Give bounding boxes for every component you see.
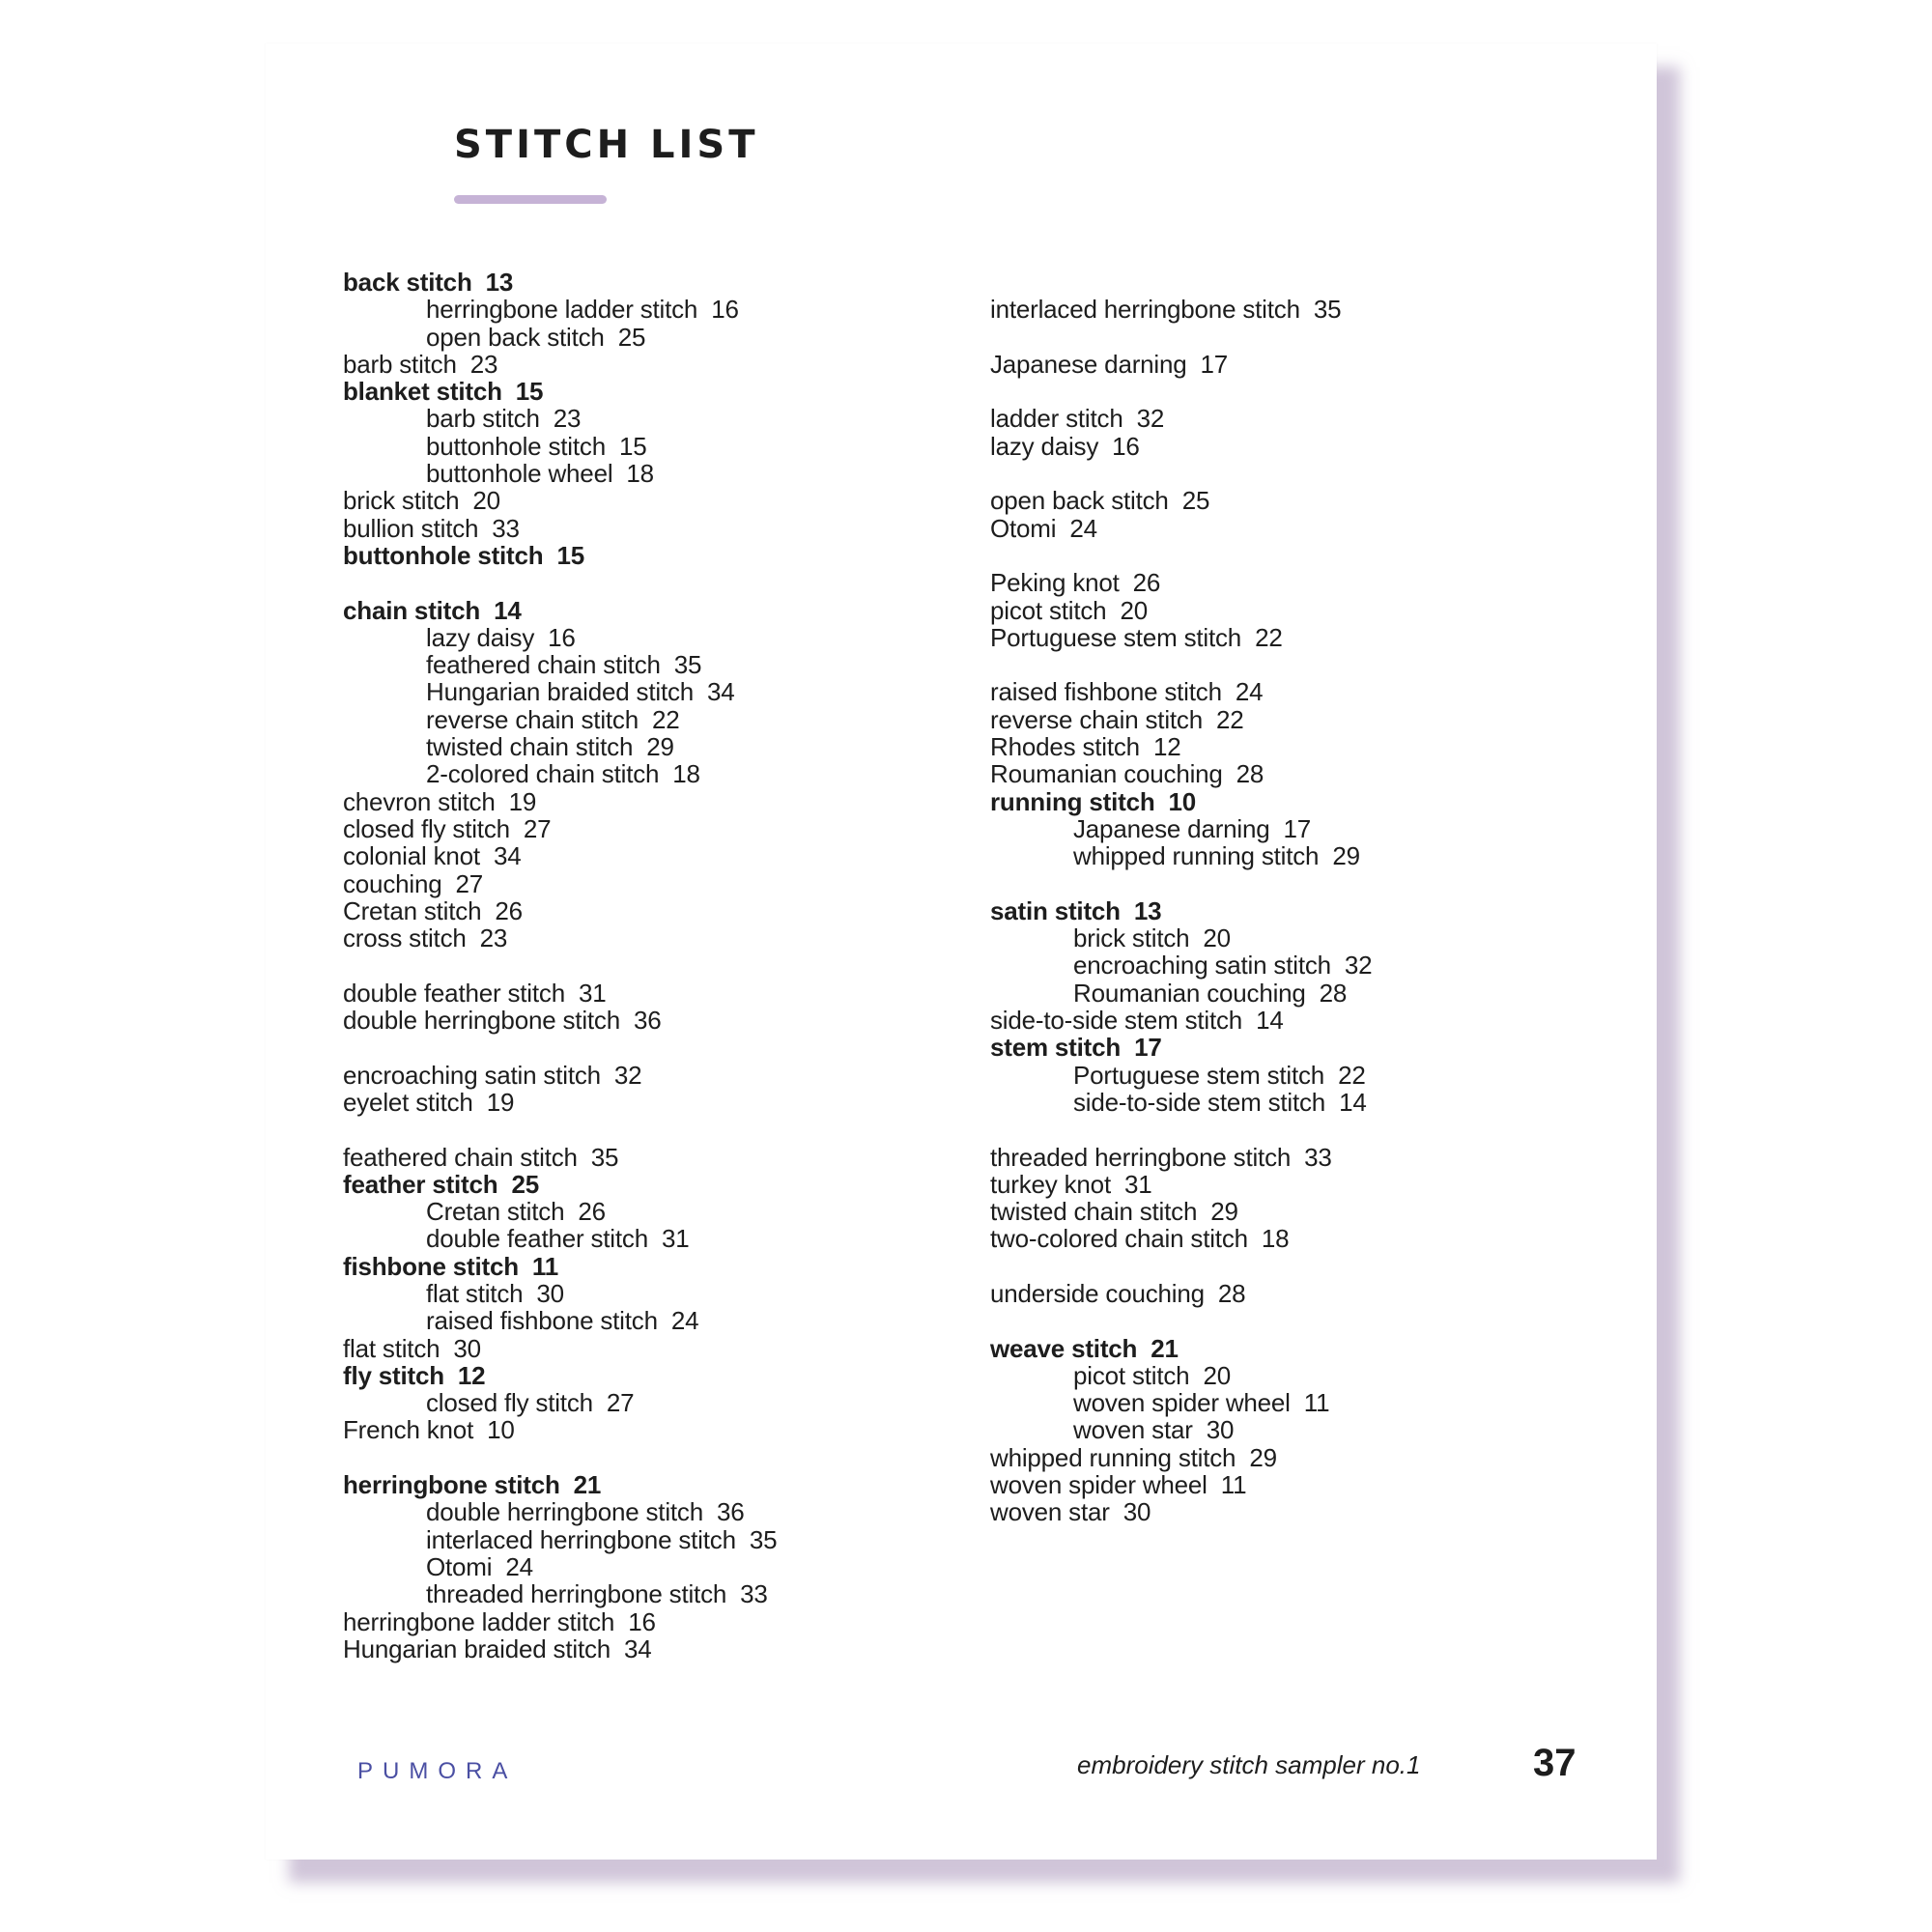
entry-name: Otomi <box>990 513 1057 543</box>
entry-page-number: 35 <box>749 1524 778 1554</box>
entry-page-number: 29 <box>1249 1442 1277 1472</box>
entry-page-number: 12 <box>1152 732 1181 762</box>
entry-spacer <box>990 651 1608 678</box>
entry-spacer <box>990 1307 1608 1334</box>
entry-name: closed fly stitch <box>343 813 510 843</box>
index-entry <box>343 788 961 815</box>
entry-name: satin stitch <box>990 895 1121 925</box>
entry-name: Hungarian braided stitch <box>426 677 695 707</box>
entry-page-number: 32 <box>1136 404 1165 434</box>
entry-page-number: 28 <box>1217 1278 1246 1308</box>
entry-name: chain stitch <box>343 595 481 625</box>
entry-page-number: 26 <box>1132 568 1161 598</box>
index-entry <box>343 1062 961 1089</box>
entry-page-number: 21 <box>573 1470 602 1500</box>
entry-name: couching <box>343 868 442 898</box>
entry-page-number: 11 <box>1303 1388 1330 1418</box>
entry-page-number: 17 <box>1200 349 1229 379</box>
entry-name: whipped running stitch <box>990 1442 1236 1472</box>
entry-name: feathered chain stitch <box>343 1142 578 1172</box>
entry-page-number: 25 <box>1181 486 1210 516</box>
entry-page-number: 10 <box>1168 786 1197 816</box>
entry-page-number: 16 <box>548 622 576 652</box>
entry-name: encroaching satin stitch <box>1073 951 1331 980</box>
entry-spacer <box>990 378 1608 405</box>
entry-page-number: 27 <box>455 868 484 898</box>
index-entry <box>343 269 961 296</box>
index-entry <box>990 351 1608 378</box>
entry-name: buttonhole stitch <box>426 431 606 461</box>
entry-name: open back stitch <box>990 486 1169 516</box>
page-title: STITCH LIST <box>454 123 759 167</box>
sub-entry <box>990 1416 1608 1443</box>
entry-name: weave stitch <box>990 1333 1138 1363</box>
index-entry <box>990 487 1608 514</box>
entry-name: raised fishbone stitch <box>426 1306 658 1336</box>
entry-name: lazy daisy <box>426 622 535 652</box>
entry-name: turkey knot <box>990 1169 1111 1199</box>
entry-name: herringbone ladder stitch <box>343 1606 615 1636</box>
index-entry <box>343 1416 961 1443</box>
entry-page-number: 36 <box>716 1497 745 1527</box>
index-entry <box>990 760 1608 787</box>
entry-name: side-to-side stem stitch <box>990 1006 1243 1036</box>
entry-name: reverse chain stitch <box>426 704 639 734</box>
entry-name: double feather stitch <box>426 1224 648 1254</box>
index-entry <box>343 542 961 569</box>
entry-name: Cretan stitch <box>343 895 482 925</box>
entry-page-number: 23 <box>553 404 582 434</box>
entry-page-number: 11 <box>1220 1470 1247 1500</box>
sub-entry <box>343 1553 961 1580</box>
entry-name: Otomi <box>426 1551 493 1581</box>
entry-name: raised fishbone stitch <box>990 677 1222 707</box>
sub-entry <box>990 952 1608 979</box>
index-entry <box>990 1198 1608 1225</box>
index-entry <box>990 1007 1608 1034</box>
sub-entry <box>990 1389 1608 1416</box>
entry-page-number: 20 <box>1120 595 1148 625</box>
entry-name: ladder stitch <box>990 404 1123 434</box>
entry-page-number: 15 <box>618 431 647 461</box>
index-entry <box>343 842 961 869</box>
entry-name: Roumanian couching <box>990 759 1223 789</box>
entry-page-number: 20 <box>1203 1360 1231 1390</box>
entry-name: whipped running stitch <box>1073 841 1320 871</box>
entry-page-number: 29 <box>646 732 674 762</box>
index-entry <box>343 1144 961 1171</box>
index-entry <box>343 870 961 897</box>
index-entry <box>990 1225 1608 1252</box>
entry-name: stem stitch <box>990 1033 1122 1063</box>
entry-page-number: 33 <box>740 1579 768 1609</box>
entry-page-number: 28 <box>1319 978 1348 1008</box>
entry-page-number: 29 <box>1210 1197 1238 1227</box>
entry-page-number: 18 <box>672 759 700 789</box>
index-entry <box>343 1089 961 1116</box>
entry-page-number: 35 <box>673 650 702 680</box>
index-entry <box>990 569 1608 596</box>
stitch-list-left-column <box>343 269 961 1662</box>
sub-entry <box>343 296 961 323</box>
index-entry <box>990 1444 1608 1471</box>
entry-name: double feather stitch <box>343 978 565 1008</box>
entry-page-number: 11 <box>531 1251 558 1281</box>
index-entry <box>343 378 961 405</box>
index-entry <box>990 405 1608 432</box>
index-entry <box>990 296 1608 323</box>
entry-page-number: 34 <box>493 841 522 871</box>
index-entry <box>343 897 961 924</box>
entry-name: barb stitch <box>426 404 540 434</box>
entry-name: encroaching satin stitch <box>343 1060 601 1090</box>
entry-page-number: 13 <box>1133 895 1162 925</box>
entry-name: herringbone ladder stitch <box>426 295 698 325</box>
entry-page-number: 25 <box>617 322 646 352</box>
index-entry <box>990 1335 1608 1362</box>
document-page <box>266 43 1657 1860</box>
entry-page-number: 22 <box>1338 1060 1366 1090</box>
entry-name: underside couching <box>990 1278 1205 1308</box>
entry-name: Portuguese stem stitch <box>1073 1060 1325 1090</box>
entry-page-number: 16 <box>628 1606 656 1636</box>
sub-entry <box>990 980 1608 1007</box>
entry-name: blanket stitch <box>343 377 502 407</box>
index-entry <box>343 1253 961 1280</box>
entry-page-number: 15 <box>515 377 544 407</box>
entry-name: Cretan stitch <box>426 1197 565 1227</box>
index-entry <box>343 1171 961 1198</box>
entry-page-number: 31 <box>578 978 607 1008</box>
index-entry <box>343 1608 961 1635</box>
index-entry <box>343 1007 961 1034</box>
entry-name: Rhodes stitch <box>990 732 1140 762</box>
sub-entry <box>990 1362 1608 1389</box>
index-entry <box>990 678 1608 705</box>
index-entry <box>343 487 961 514</box>
entry-page-number: 16 <box>1112 431 1140 461</box>
entry-name: lazy daisy <box>990 431 1099 461</box>
entry-page-number: 16 <box>711 295 739 325</box>
footer-subtitle: embroidery stitch sampler no.1 <box>1077 1750 1421 1779</box>
entry-page-number: 14 <box>494 595 522 625</box>
entry-page-number: 22 <box>1255 622 1283 652</box>
index-entry <box>343 1471 961 1498</box>
entry-page-number: 24 <box>1069 513 1097 543</box>
entry-name: fly stitch <box>343 1360 444 1390</box>
entry-page-number: 18 <box>626 459 654 489</box>
entry-name: open back stitch <box>426 322 605 352</box>
entry-spacer <box>343 569 961 596</box>
entry-page-number: 24 <box>1235 677 1264 707</box>
sub-entry <box>343 678 961 705</box>
entry-name: picot stitch <box>1073 1360 1190 1390</box>
entry-page-number: 31 <box>661 1224 690 1254</box>
brand-logo-text: PUMORA <box>357 1758 518 1784</box>
entry-name: 2-colored chain stitch <box>426 759 660 789</box>
entry-page-number: 26 <box>495 895 523 925</box>
sub-entry <box>343 1526 961 1553</box>
entry-name: closed fly stitch <box>426 1388 593 1418</box>
entry-page-number: 19 <box>508 786 537 816</box>
entry-name: buttonhole wheel <box>426 459 613 489</box>
sub-entry <box>343 1389 961 1416</box>
entry-page-number: 23 <box>479 923 508 953</box>
entry-page-number: 12 <box>457 1360 486 1390</box>
sub-entry <box>990 815 1608 842</box>
entry-name: feathered chain stitch <box>426 650 661 680</box>
entry-name: running stitch <box>990 786 1155 816</box>
entry-name: woven star <box>990 1497 1110 1527</box>
entry-spacer <box>343 1034 961 1061</box>
entry-spacer <box>990 269 1608 296</box>
entry-spacer <box>990 870 1608 897</box>
entry-page-number: 24 <box>670 1306 699 1336</box>
sub-entry <box>990 1062 1608 1089</box>
page-number: 37 <box>1533 1742 1577 1784</box>
entry-name: double herringbone stitch <box>426 1497 703 1527</box>
entry-page-number: 30 <box>536 1278 564 1308</box>
title-underline <box>454 195 607 204</box>
entry-spacer <box>343 1116 961 1143</box>
entry-page-number: 10 <box>487 1415 515 1445</box>
entry-spacer <box>990 324 1608 351</box>
entry-name: barb stitch <box>343 349 457 379</box>
entry-page-number: 33 <box>492 513 520 543</box>
entry-spacer <box>343 952 961 979</box>
entry-page-number: 34 <box>624 1634 652 1663</box>
entry-page-number: 27 <box>606 1388 635 1418</box>
entry-page-number: 20 <box>1203 923 1231 953</box>
index-entry <box>343 924 961 952</box>
entry-name: twisted chain stitch <box>990 1197 1198 1227</box>
entry-name: woven spider wheel <box>990 1470 1208 1500</box>
index-entry <box>990 1171 1608 1198</box>
entry-name: threaded herringbone stitch <box>990 1142 1292 1172</box>
entry-page-number: 21 <box>1151 1333 1179 1363</box>
entry-name: fishbone stitch <box>343 1251 519 1281</box>
entry-page-number: 34 <box>707 677 735 707</box>
entry-page-number: 30 <box>1206 1415 1235 1445</box>
entry-page-number: 23 <box>469 349 498 379</box>
sub-entry <box>343 706 961 733</box>
index-entry <box>990 624 1608 651</box>
entry-page-number: 22 <box>651 704 680 734</box>
entry-name: flat stitch <box>426 1278 524 1308</box>
entry-page-number: 26 <box>578 1197 606 1227</box>
index-entry <box>343 515 961 542</box>
sub-entry <box>343 405 961 432</box>
entry-name: Roumanian couching <box>1073 978 1306 1008</box>
sub-entry <box>343 324 961 351</box>
sub-entry <box>990 842 1608 869</box>
entry-name: interlaced herringbone stitch <box>990 295 1300 325</box>
entry-page-number: 30 <box>1122 1497 1151 1527</box>
entry-name: cross stitch <box>343 923 467 953</box>
sub-entry <box>343 651 961 678</box>
index-entry <box>343 1335 961 1362</box>
sub-entry <box>343 1307 961 1334</box>
entry-name: Japanese darning <box>990 349 1187 379</box>
entry-page-number: 14 <box>1256 1006 1284 1036</box>
entry-name: picot stitch <box>990 595 1107 625</box>
entry-name: French knot <box>343 1415 474 1445</box>
index-entry <box>990 1144 1608 1171</box>
entry-name: interlaced herringbone stitch <box>426 1524 736 1554</box>
entry-name: herringbone stitch <box>343 1470 560 1500</box>
index-entry <box>990 706 1608 733</box>
entry-name: Hungarian braided stitch <box>343 1634 611 1663</box>
sub-entry <box>343 733 961 760</box>
entry-page-number: 33 <box>1304 1142 1332 1172</box>
entry-page-number: 27 <box>523 813 552 843</box>
entry-name: Portuguese stem stitch <box>990 622 1242 652</box>
entry-name: back stitch <box>343 268 472 297</box>
sub-entry <box>343 624 961 651</box>
entry-page-number: 14 <box>1339 1087 1367 1117</box>
index-entry <box>990 1034 1608 1061</box>
index-entry <box>990 1471 1608 1498</box>
entry-page-number: 30 <box>453 1333 481 1363</box>
entry-spacer <box>990 1253 1608 1280</box>
entry-name: woven star <box>1073 1415 1193 1445</box>
entry-page-number: 35 <box>590 1142 619 1172</box>
entry-name: side-to-side stem stitch <box>1073 1087 1326 1117</box>
entry-name: woven spider wheel <box>1073 1388 1291 1418</box>
entry-page-number: 28 <box>1236 759 1264 789</box>
index-entry <box>990 1280 1608 1307</box>
entry-name: colonial knot <box>343 841 480 871</box>
sub-entry <box>343 433 961 460</box>
entry-name: buttonhole stitch <box>343 540 544 570</box>
index-entry <box>990 788 1608 815</box>
entry-name: chevron stitch <box>343 786 496 816</box>
entry-name: brick stitch <box>1073 923 1190 953</box>
entry-name: twisted chain stitch <box>426 732 634 762</box>
entry-page-number: 36 <box>633 1006 662 1036</box>
entry-page-number: 32 <box>613 1060 642 1090</box>
entry-name: reverse chain stitch <box>990 704 1203 734</box>
index-entry <box>343 597 961 624</box>
entry-page-number: 19 <box>486 1087 515 1117</box>
entry-name: Japanese darning <box>1073 813 1270 843</box>
sub-entry <box>343 1580 961 1607</box>
sub-entry <box>343 1198 961 1225</box>
entry-page-number: 22 <box>1215 704 1244 734</box>
entry-page-number: 17 <box>1134 1033 1162 1063</box>
sub-entry <box>343 1225 961 1252</box>
entry-page-number: 17 <box>1283 813 1312 843</box>
index-entry <box>990 597 1608 624</box>
index-entry <box>343 815 961 842</box>
entry-page-number: 18 <box>1261 1224 1290 1254</box>
entry-name: Peking knot <box>990 568 1120 598</box>
index-entry <box>990 1498 1608 1525</box>
sub-entry <box>343 1498 961 1525</box>
entry-name: feather stitch <box>343 1169 498 1199</box>
stitch-list-right-column <box>990 269 1608 1526</box>
entry-page-number: 20 <box>472 486 500 516</box>
index-entry <box>343 351 961 378</box>
index-entry <box>343 1362 961 1389</box>
entry-page-number: 35 <box>1313 295 1342 325</box>
entry-name: double herringbone stitch <box>343 1006 620 1036</box>
index-entry <box>343 1635 961 1662</box>
sub-entry <box>343 460 961 487</box>
entry-spacer <box>343 1444 961 1471</box>
index-entry <box>990 515 1608 542</box>
entry-name: threaded herringbone stitch <box>426 1579 727 1609</box>
entry-name: two-colored chain stitch <box>990 1224 1248 1254</box>
entry-page-number: 24 <box>505 1551 533 1581</box>
entry-page-number: 32 <box>1344 951 1373 980</box>
entry-page-number: 15 <box>556 540 584 570</box>
entry-page-number: 31 <box>1123 1169 1152 1199</box>
index-entry <box>343 980 961 1007</box>
sub-entry <box>990 1089 1608 1116</box>
entry-name: eyelet stitch <box>343 1087 473 1117</box>
entry-page-number: 29 <box>1332 841 1360 871</box>
sub-entry <box>343 1280 961 1307</box>
entry-spacer <box>990 542 1608 569</box>
entry-name: brick stitch <box>343 486 460 516</box>
sub-entry <box>343 760 961 787</box>
entry-page-number: 13 <box>485 268 514 297</box>
entry-name: flat stitch <box>343 1333 440 1363</box>
entry-page-number: 25 <box>511 1169 539 1199</box>
index-entry <box>990 433 1608 460</box>
index-entry <box>990 897 1608 924</box>
entry-name: bullion stitch <box>343 513 479 543</box>
entry-spacer <box>990 1116 1608 1143</box>
index-entry <box>990 733 1608 760</box>
entry-spacer <box>990 460 1608 487</box>
sub-entry <box>990 924 1608 952</box>
